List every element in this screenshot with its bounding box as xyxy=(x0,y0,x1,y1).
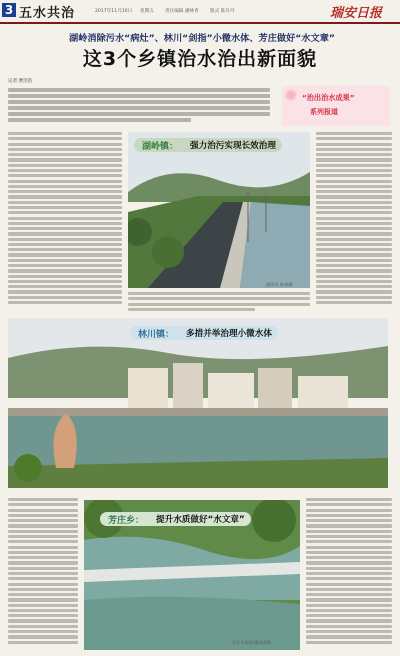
photo-credit: 通讯员 陈林摄 xyxy=(266,282,293,287)
subhead-place: 林川镇： xyxy=(138,329,175,340)
subhead-hulingzhen xyxy=(134,138,282,152)
series-badge xyxy=(282,86,390,126)
subhead-title: 多措并举治理小微水体 xyxy=(186,329,272,339)
issue-date: 2017年11月10日 xyxy=(95,9,133,14)
issue-weekday: 星期五 xyxy=(140,9,154,14)
subhead-linchuanzhen xyxy=(130,326,278,340)
subhead-place: 芳庄乡： xyxy=(108,515,145,526)
article-kicker: 湖岭消除污水“病灶”、林川“剑指”小微水体、芳庄做好“水文章” xyxy=(69,33,335,44)
article-headline: 这3个乡镇治水治出新面貌 xyxy=(82,48,318,70)
flower-icon xyxy=(284,88,298,102)
newspaper-masthead: 瑞安日报 xyxy=(330,6,383,21)
photo-road-river xyxy=(128,132,310,288)
subhead-title: 提升水质做好“水文章” xyxy=(156,515,245,525)
lead-paragraph xyxy=(8,88,270,128)
body-column xyxy=(306,498,392,650)
layout-credit: 版式 陈丹丹 xyxy=(210,9,235,14)
editor-credit: 责任编辑 潘林青 xyxy=(165,9,199,14)
body-column xyxy=(8,498,78,650)
subhead-place: 湖岭镇： xyxy=(142,141,179,152)
page-number: 3 xyxy=(2,3,16,17)
body-column xyxy=(316,132,392,310)
series-sublabel: 系列报道 xyxy=(310,108,338,116)
subhead-fangzhuangxiang xyxy=(100,512,251,526)
article-byline: 记者 曹浩浩 xyxy=(8,79,33,84)
photo-credit: 芳庄乡提供/潘林青摄 xyxy=(232,640,272,645)
series-label: “治出治水成果” xyxy=(302,93,355,102)
subhead-title: 强力治污实现长效治理 xyxy=(190,141,276,151)
body-column xyxy=(8,132,122,310)
body-column xyxy=(128,292,310,314)
photo-town-river xyxy=(8,318,388,488)
section-title: 五水共治 xyxy=(19,6,76,21)
